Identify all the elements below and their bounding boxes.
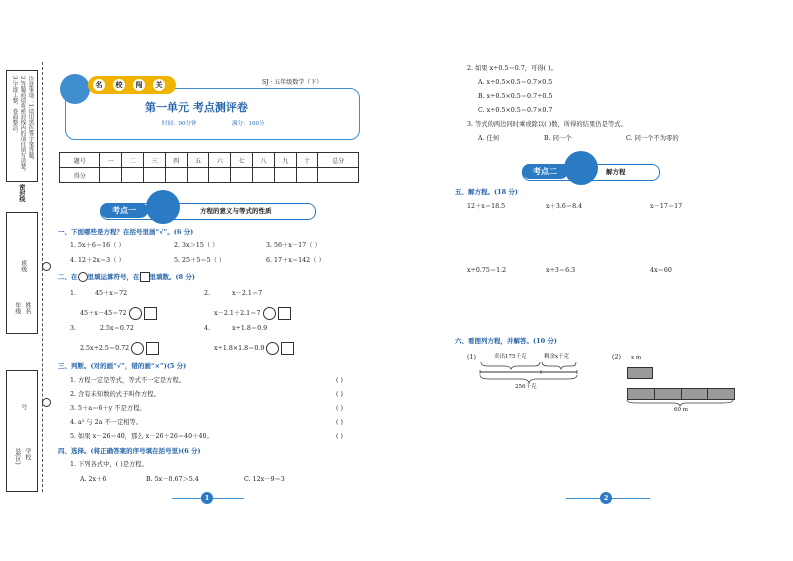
- q2-eq: 2.5x＝0.72: [100, 325, 134, 332]
- page-number-badge: 1: [201, 492, 213, 504]
- banner1-label: 考点一: [100, 203, 148, 218]
- answer-paren[interactable]: ( ): [336, 419, 343, 426]
- score-cell[interactable]: [144, 168, 166, 183]
- number-box[interactable]: [144, 307, 157, 320]
- bar-total-brace: [626, 399, 736, 407]
- equation: 4x＝60: [650, 267, 672, 274]
- table-cell: 六: [209, 153, 231, 168]
- q3-item: 4. a² 与 2a 不一定相等。: [70, 419, 143, 426]
- q6-total-label: 60 m: [674, 407, 688, 413]
- margin-note: 3.字迹工整，卷面整洁。: [11, 76, 18, 137]
- table-cell: 十: [296, 153, 318, 168]
- operator-circle[interactable]: [129, 307, 142, 320]
- q3-item: 2. 含有未知数的式子叫作方程。: [70, 391, 160, 398]
- q4-option[interactable]: A. x÷0.5×0.5＝0.7×0.5: [478, 79, 553, 86]
- q2-line: [80, 307, 157, 320]
- square-blank-icon: [140, 272, 150, 282]
- q6-total-label: 256千克: [515, 384, 537, 390]
- q2-line: [80, 342, 159, 355]
- q2-heading-post: 里填数。(8 分): [149, 273, 195, 281]
- seal-line-label: 密封线: [17, 184, 25, 202]
- county-label: 县(区): [13, 448, 21, 465]
- score-cell[interactable]: [231, 168, 253, 183]
- equation: x÷0.75＝1.2: [467, 267, 507, 274]
- answer-paren[interactable]: ( ): [336, 405, 343, 412]
- q2-line: [214, 307, 291, 320]
- q4-question: 3. 等式的两边同时乘或除以( )数，所得的结果仍是等式。: [467, 121, 627, 128]
- logo-char: 闯: [133, 79, 145, 91]
- table-cell: 九: [274, 153, 296, 168]
- q1-item: 3. 56＋x－17（ ）: [266, 242, 321, 249]
- table-cell: 得分: [60, 168, 100, 183]
- q6-left-label: 剩余x千克: [544, 354, 570, 360]
- bar-divider: [682, 389, 709, 399]
- operator-circle[interactable]: [131, 342, 144, 355]
- q2-line: [214, 342, 294, 355]
- q2-heading-mid: 里填运算符号，在: [87, 273, 140, 281]
- q2-num: 3.: [70, 325, 77, 332]
- score-table: [59, 152, 359, 183]
- equation: x－17＝17: [650, 203, 683, 210]
- q4-option[interactable]: C. x÷0.5×0.5＝0.7×0.7: [478, 107, 553, 114]
- score-cell[interactable]: [296, 168, 318, 183]
- q2-heading-pre: 二、在: [58, 273, 78, 281]
- circle-blank-icon: [78, 272, 88, 282]
- logo-char: 名: [93, 79, 105, 91]
- q4-option[interactable]: B. x÷0.5×0.5＝0.7÷0.5: [478, 93, 553, 100]
- answer-paren[interactable]: ( ): [336, 377, 343, 384]
- q2-eq: 45＋x＝72: [95, 290, 128, 297]
- q2-eq: x－2.1＝7: [232, 290, 263, 297]
- q6-x-label: x m: [631, 355, 642, 361]
- bar-divider: [628, 389, 655, 399]
- tree-icon: [146, 190, 180, 224]
- table-cell: 二: [122, 153, 144, 168]
- score-cell[interactable]: [122, 168, 144, 183]
- q2-line-text: 45＋x－45＝72: [80, 310, 127, 317]
- table-cell: 五: [187, 153, 209, 168]
- margin-note: 2.答题前请将密封线内的项目填写清楚。: [19, 76, 26, 175]
- q4-heading: 四、选择。(将正确答案的序号填在括号里)(6 分): [58, 447, 201, 455]
- q1-item: 5. 25＋5＝5（ ）: [174, 257, 226, 264]
- student-info-box: [6, 212, 38, 334]
- q4-option[interactable]: C. 12x－9＝3: [244, 476, 285, 483]
- q6-sold-label: 卖出175千克: [494, 354, 527, 360]
- bar-diagram-1: [478, 360, 580, 384]
- score-cell[interactable]: [253, 168, 275, 183]
- logo-char: 关: [153, 79, 165, 91]
- q2-num: 4.: [204, 325, 211, 332]
- score-cell[interactable]: [165, 168, 187, 183]
- q1-item: 2. 3x＞15（ ）: [174, 242, 219, 249]
- q2-line-text: x÷1.8×1.8＝0.9: [214, 345, 265, 352]
- margin-note: 注意事项：1.请用黑色签字笔答题，: [27, 76, 34, 164]
- school-label: 学校: [23, 448, 31, 460]
- q2-num: 1.: [70, 290, 77, 297]
- score-cell[interactable]: [274, 168, 296, 183]
- series-label: SJ · 五年级数学（下）: [262, 79, 323, 86]
- q1-heading: 一、下面哪些是方程？在括号里画“√”。(6 分): [58, 228, 194, 236]
- table-cell: 总分: [318, 153, 359, 168]
- banner1-title: 方程的意义与等式的性质: [200, 207, 272, 215]
- q3-item: 5. 如果 x－26＝40，那么 x－26＋26＝40＋40。: [70, 433, 213, 440]
- table-cell: 七: [231, 153, 253, 168]
- table-cell: 一: [100, 153, 122, 168]
- q4-option[interactable]: A. 2x＋6: [80, 476, 107, 483]
- q3-item: 1. 方程一定是等式，等式不一定是方程。: [70, 377, 186, 384]
- table-row: [60, 153, 359, 168]
- tree-icon: [564, 151, 598, 185]
- number-label: 号: [19, 404, 27, 410]
- q3-heading: 三、判断。(对的画“√”，错的画“×”)(5 分): [58, 362, 187, 370]
- header-swirl: [60, 74, 90, 104]
- logo-text: [93, 79, 165, 91]
- q2-heading: [58, 272, 195, 282]
- q6-part: (2): [612, 354, 621, 361]
- seal-circle: [42, 398, 51, 407]
- header-frame: [65, 88, 360, 140]
- operator-circle[interactable]: [263, 307, 276, 320]
- q2-line-text: 2.5x÷2.5＝0.72: [80, 345, 130, 352]
- time-label: 时间：90分钟: [162, 121, 197, 127]
- name-label: 姓名: [23, 302, 31, 314]
- seal-circle: [42, 262, 51, 271]
- number-box[interactable]: [281, 342, 294, 355]
- q5-heading: 五、解方程。(18 分): [455, 188, 518, 196]
- score-cell[interactable]: [187, 168, 209, 183]
- equation: 12＋x＝18.5: [467, 203, 506, 210]
- full-score-label: 满分：100分: [232, 121, 265, 127]
- page-number-badge: 2: [600, 492, 612, 504]
- table-row: [60, 168, 359, 183]
- q2-num: 2.: [204, 290, 211, 297]
- q2-line-text: x－2.1＋2.1＝7: [214, 310, 261, 317]
- bar-segment-x: [627, 367, 653, 379]
- banner2-title: 解方程: [606, 168, 626, 176]
- score-cell[interactable]: [318, 168, 359, 183]
- bar-divider: [655, 389, 682, 399]
- q2-eq: x÷1.8＝0.9: [232, 325, 268, 332]
- class-label: 班级: [19, 260, 27, 272]
- q4-option[interactable]: B. 5x－0.67＞5.4: [146, 476, 199, 483]
- q4-question: 2. 如果 x÷0.5＝0.7，可得( )。: [467, 65, 557, 72]
- number-box[interactable]: [278, 307, 291, 320]
- equation: x＋3.6＝8.4: [546, 203, 583, 210]
- table-cell: 题号: [60, 153, 100, 168]
- q1-item: 1. 5x＋6＝16（ ）: [70, 242, 125, 249]
- q4-option[interactable]: C. 同一个不为零的: [626, 135, 679, 142]
- operator-circle[interactable]: [266, 342, 279, 355]
- q3-item: 3. 5＋a＝6＋y 不是方程。: [70, 405, 146, 412]
- banner2-label: 考点二: [522, 164, 568, 179]
- number-box[interactable]: [146, 342, 159, 355]
- grade-label: 年级: [13, 302, 21, 314]
- score-cell[interactable]: [100, 168, 122, 183]
- page-title: 第一单元 考点测评卷: [145, 101, 248, 114]
- q1-item: 6. 17＋x＝142（ ）: [266, 257, 325, 264]
- answer-paren[interactable]: ( ): [336, 391, 343, 398]
- q1-item: 4. 12＋2x＝3（ ）: [70, 257, 125, 264]
- q4-option[interactable]: B. 同一个: [544, 135, 572, 142]
- logo-char: 校: [113, 79, 125, 91]
- q6-heading: 六、看图列方程，并解答。(10 分): [455, 337, 557, 345]
- q4-question: 1. 下列各式中，( )是方程。: [70, 461, 148, 468]
- equation: x÷3＝6.3: [546, 267, 576, 274]
- score-cell[interactable]: [209, 168, 231, 183]
- table-cell: 四: [165, 153, 187, 168]
- q6-part: (1): [467, 354, 476, 361]
- table-cell: 八: [253, 153, 275, 168]
- answer-paren[interactable]: ( ): [336, 433, 343, 440]
- q4-option[interactable]: A. 任何: [478, 135, 500, 142]
- bar-divider: [708, 389, 734, 399]
- table-cell: 三: [144, 153, 166, 168]
- school-info-box: [6, 370, 38, 492]
